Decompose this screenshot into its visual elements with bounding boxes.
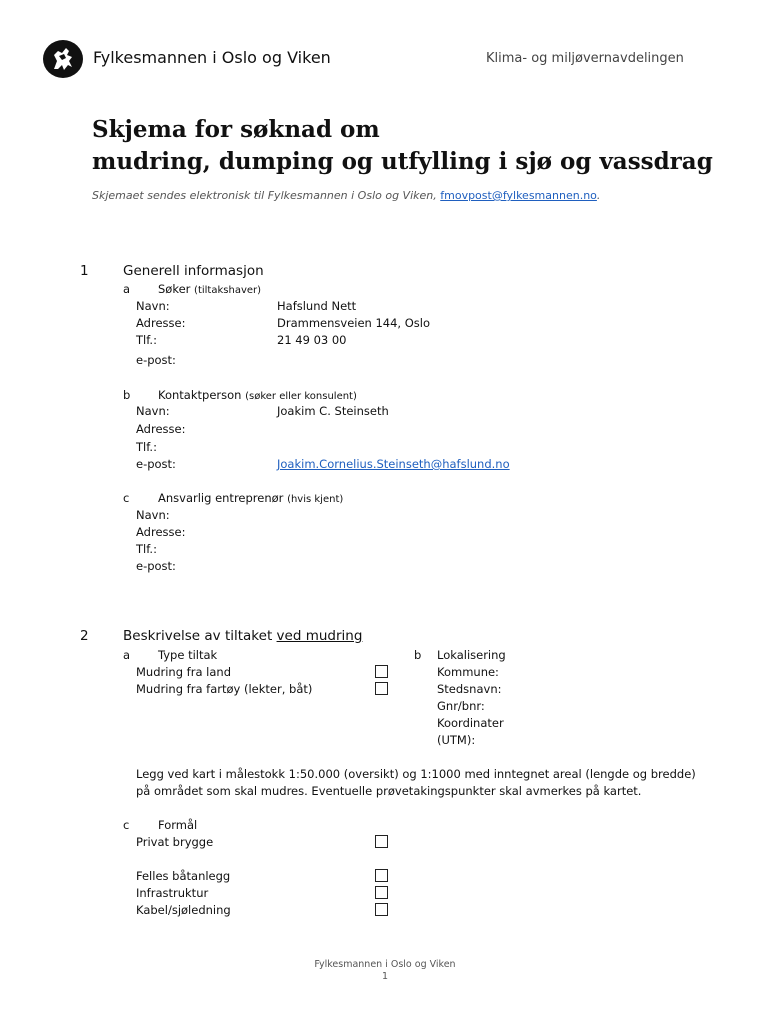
koordinater-label: Koordinater <box>437 716 504 730</box>
contractor-address-label: Adresse: <box>136 525 186 539</box>
section2c-label: Formål <box>158 818 198 832</box>
section1a-label-text: Søker <box>158 282 191 296</box>
infrastruktur-checkbox[interactable] <box>375 886 388 899</box>
section2a-letter: a <box>123 648 131 662</box>
submission-note <box>92 189 600 202</box>
section1a-letter: a <box>123 282 131 296</box>
felles-batanlegg-checkbox[interactable] <box>375 869 388 882</box>
lion-coat-of-arms-icon <box>42 39 84 79</box>
contact-email-link[interactable]: Joakim.Cornelius.Steinseth@hafslund.no <box>277 457 510 471</box>
mudring-fartoy-checkbox[interactable] <box>375 682 388 695</box>
option-mudring-fartoy-label: Mudring fra fartøy (lekter, båt) <box>136 682 313 696</box>
stedsnavn-label: Stedsnavn: <box>437 682 502 696</box>
map-note-line1: Legg ved kart i målestokk 1:50.000 (oversikt) og 1:1000 med inntegnet areal (lengde og bredde) <box>136 767 696 781</box>
section2-number: 2 <box>80 628 89 644</box>
contact-address-label: Adresse: <box>136 422 186 436</box>
contractor-phone-label: Tlf.: <box>136 542 157 556</box>
section2-heading <box>123 628 362 644</box>
applicant-address-value[interactable]: Drammensveien 144, Oslo <box>277 316 431 330</box>
contact-email-label: e-post: <box>136 457 176 471</box>
contact-name-label: Navn: <box>136 404 170 418</box>
section2b-letter: b <box>414 648 422 662</box>
section1b-label <box>158 388 357 402</box>
section1c-label <box>158 491 343 505</box>
footer-page-number: 1 <box>381 971 389 982</box>
kommune-label: Kommune: <box>437 665 499 679</box>
contractor-name-label: Navn: <box>136 508 170 522</box>
department-name: Klima- og miljøvernavdelingen <box>486 51 684 66</box>
applicant-address-label: Adresse: <box>136 316 186 330</box>
contact-phone-label: Tlf.: <box>136 440 157 454</box>
option-mudring-land-label: Mudring fra land <box>136 665 231 679</box>
applicant-phone-value[interactable]: 21 49 03 00 <box>277 333 347 347</box>
document-title-line1: Skjema for søknad om <box>92 116 380 143</box>
document-title-line2: mudring, dumping og utfylling i sjø og vassdrag <box>92 148 713 175</box>
section1c-label-text: Ansvarlig entreprenør <box>158 491 284 505</box>
mudring-land-checkbox[interactable] <box>375 665 388 678</box>
gnr-bnr-label: Gnr/bnr: <box>437 699 485 713</box>
section1b-note: (søker eller konsulent) <box>245 391 357 402</box>
option-privat-brygge-label: Privat brygge <box>136 835 214 849</box>
submission-text: Skjemaet sendes elektronisk til Fylkesmannen i Oslo og Viken, <box>92 189 441 202</box>
section1a-note: (tiltakshaver) <box>194 285 262 296</box>
section2c-letter: c <box>123 818 130 832</box>
section2-heading-prefix: Beskrivelse av tiltaket <box>123 628 277 644</box>
section1-number: 1 <box>80 263 89 279</box>
footer-org: Fylkesmannen i Oslo og Viken <box>314 959 456 970</box>
section2-heading-underlined: ved mudring <box>276 628 363 644</box>
contractor-email-label: e-post: <box>136 559 176 573</box>
section1b-label-text: Kontaktperson <box>158 388 242 402</box>
option-felles-batanlegg-label: Felles båtanlegg <box>136 869 231 883</box>
option-kabel-sjoledning-label: Kabel/sjøledning <box>136 903 231 917</box>
applicant-name-label: Navn: <box>136 299 170 313</box>
section1c-note: (hvis kjent) <box>287 494 344 505</box>
map-note-line2: på området som skal mudres. Eventuelle prøvetakingspunkter skal avmerkes på kartet. <box>136 784 642 798</box>
option-infrastruktur-label: Infrastruktur <box>136 886 209 900</box>
section2b-label: Lokalisering <box>437 648 506 662</box>
section2a-label: Type tiltak <box>158 648 218 662</box>
kabel-sjoledning-checkbox[interactable] <box>375 903 388 916</box>
applicant-email-label: e-post: <box>136 353 176 367</box>
section1c-letter: c <box>123 491 130 505</box>
section1a-label <box>158 282 261 296</box>
org-name: Fylkesmannen i Oslo og Viken <box>93 48 331 67</box>
submission-end: . <box>596 189 601 202</box>
section1-heading: Generell informasjon <box>123 263 264 279</box>
privat-brygge-checkbox[interactable] <box>375 835 388 848</box>
contact-name-value[interactable]: Joakim C. Steinseth <box>277 404 389 418</box>
applicant-name-value[interactable]: Hafslund Nett <box>277 299 357 313</box>
utm-label: (UTM): <box>437 733 476 747</box>
submission-email-link[interactable]: fmovpost@fylkesmannen.no <box>440 189 597 202</box>
applicant-phone-label: Tlf.: <box>136 333 157 347</box>
section1b-letter: b <box>123 388 131 402</box>
